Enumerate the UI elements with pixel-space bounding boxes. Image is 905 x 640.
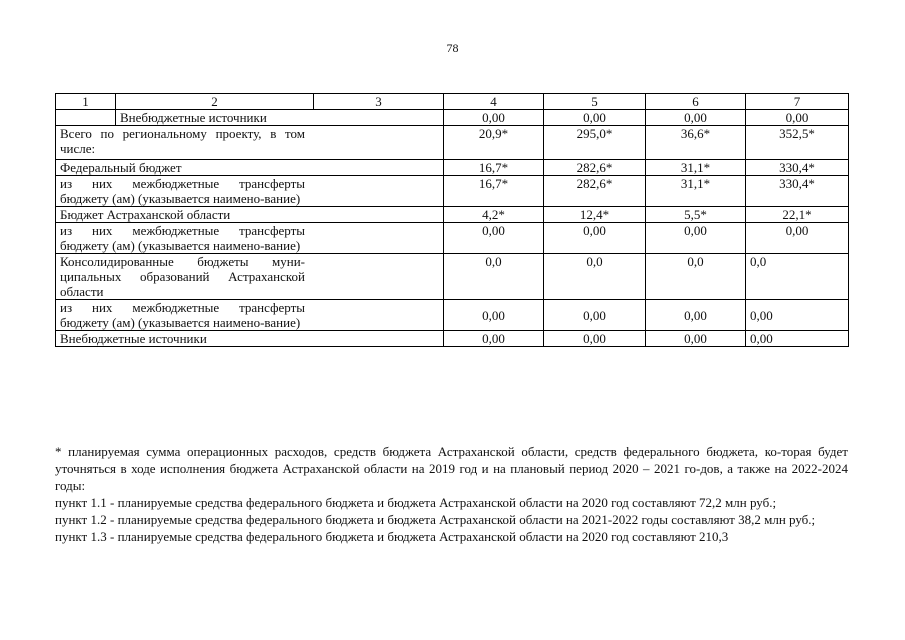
value-cell: 0,00 (544, 300, 646, 331)
budget-table (55, 93, 849, 347)
footnote-paragraph: * планируемая сумма операционных расходов, средств бюджета Астраханской области, средств федерального бюджета, ко-торая будет уточняться в ходе исполнения бюджета Астраханской области на 2019 год и на плановый период 2020 – 2021 го-дов, а также на 2022-2024 годы: (55, 444, 848, 493)
value-cell: 16,7* (444, 176, 544, 207)
value-cell: 0,00 (444, 300, 544, 331)
value-cell: 0,00 (646, 223, 746, 254)
value-cell: 22,1* (746, 207, 849, 223)
value-cell: 0,00 (444, 223, 544, 254)
value-cell: 0,00 (444, 331, 544, 347)
row-label (56, 300, 444, 331)
value-cell: 295,0* (544, 126, 646, 160)
value-cell: 282,6* (544, 176, 646, 207)
table-row (56, 223, 849, 254)
header-cell: 1 (56, 94, 116, 110)
row-label (56, 254, 444, 300)
table-row (56, 176, 849, 207)
row-label-text: Консолидированные бюджеты муни-ципальных образований Астраханской области (60, 254, 305, 299)
value-cell: 4,2* (444, 207, 544, 223)
value-cell: 0,0 (544, 254, 646, 300)
header-cell: 4 (444, 94, 544, 110)
value-cell: 0,00 (544, 223, 646, 254)
value-cell: 0,0 (444, 254, 544, 300)
value-cell: 0,00 (544, 110, 646, 126)
value-cell: 0,0 (646, 254, 746, 300)
value-cell: 12,4* (544, 207, 646, 223)
value-cell: 0,00 (646, 300, 746, 331)
row-label-text: из них межбюджетные трансферты бюджету (ам) (указывается наимено-вание) (60, 176, 305, 206)
value-cell: 330,4* (746, 160, 849, 176)
table-row (56, 331, 849, 347)
value-cell: 36,6* (646, 126, 746, 160)
page-number: 78 (446, 41, 459, 55)
value-cell: 0,0 (746, 254, 849, 300)
header-cell: 3 (314, 94, 444, 110)
value-cell: 31,1* (646, 160, 746, 176)
value-cell: 0,00 (746, 110, 849, 126)
value-cell: 31,1* (646, 176, 746, 207)
row-label: Внебюджетные источники (56, 331, 444, 347)
row-label: Внебюджетные источники (116, 110, 444, 126)
row-label-text: из них межбюджетные трансферты бюджету (ам) (указывается наимено-вание) (60, 300, 305, 330)
value-cell: 0,00 (544, 331, 646, 347)
empty-cell (56, 110, 116, 126)
row-label: Бюджет Астраханской области (56, 207, 444, 223)
value-cell: 0,00 (646, 331, 746, 347)
table-row (56, 207, 849, 223)
value-cell: 20,9* (444, 126, 544, 160)
footnote-paragraph: пункт 1.2 - планируемые средства федерального бюджета и бюджета Астраханской области на 2021-2022 годы составляют 38,2 млн руб.; (55, 512, 816, 527)
table-row (56, 110, 849, 126)
row-label-text: из них межбюджетные трансферты бюджету (ам) (указывается наимено-вание) (60, 223, 305, 253)
row-label-text: Всего по региональному проекту, в том числе: (60, 126, 305, 156)
footnote-paragraph: пункт 1.1 - планируемые средства федерального бюджета и бюджета Астраханской области на 2020 год составляют 72,2 млн руб.; (55, 495, 777, 510)
header-cell: 5 (544, 94, 646, 110)
value-cell: 330,4* (746, 176, 849, 207)
row-label (56, 223, 444, 254)
row-label: Федеральный бюджет (56, 160, 444, 176)
value-cell: 0,00 (746, 300, 849, 331)
value-cell: 0,00 (646, 110, 746, 126)
value-cell: 352,5* (746, 126, 849, 160)
value-cell: 16,7* (444, 160, 544, 176)
footnote-paragraph: пункт 1.3 - планируемые средства федерального бюджета и бюджета Астраханской области на 2020 год составляют 210,3 (55, 529, 729, 544)
value-cell: 5,5* (646, 207, 746, 223)
footnotes (55, 443, 848, 545)
header-cell: 2 (116, 94, 314, 110)
table-row (56, 160, 849, 176)
table-row (56, 300, 849, 331)
value-cell: 0,00 (444, 110, 544, 126)
row-label (56, 126, 444, 160)
value-cell: 0,00 (746, 331, 849, 347)
table-row (56, 254, 849, 300)
value-cell: 282,6* (544, 160, 646, 176)
header-row (56, 94, 849, 110)
header-cell: 6 (646, 94, 746, 110)
value-cell: 0,00 (746, 223, 849, 254)
table-row (56, 126, 849, 160)
header-cell: 7 (746, 94, 849, 110)
row-label (56, 176, 444, 207)
